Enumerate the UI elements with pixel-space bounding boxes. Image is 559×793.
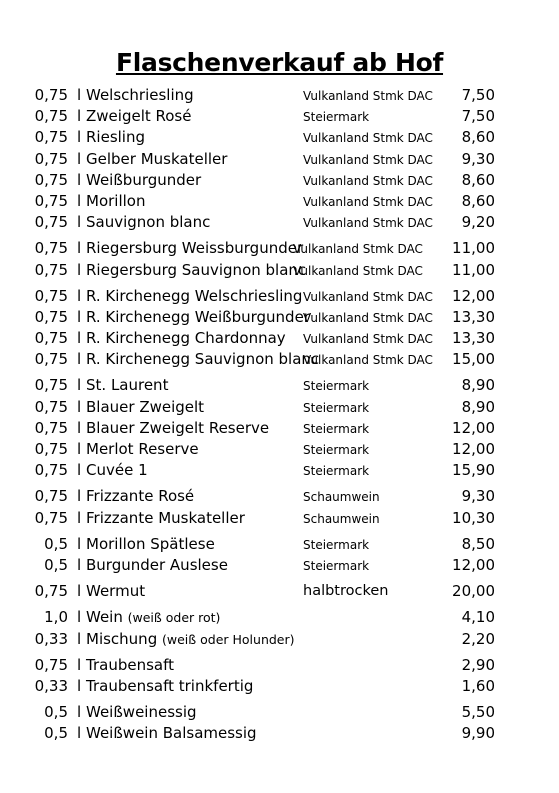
region-label: Vulkanland Stmk DAC: [303, 131, 433, 146]
region-label: Steiermark: [303, 379, 370, 394]
region-label: Schaumwein: [303, 490, 380, 505]
product-name: [86, 307, 310, 328]
unit: l: [77, 239, 82, 258]
price: 9,30: [461, 487, 495, 506]
product-row: [0, 723, 559, 744]
unit: l: [77, 555, 82, 574]
product-group: [0, 581, 559, 602]
price: 8,90: [461, 376, 495, 395]
product-name-text: Riegersburg Weissburgunder: [86, 239, 304, 258]
quantity: 0,5: [44, 703, 68, 722]
quantity: 0,75: [34, 107, 68, 126]
price: 2,20: [461, 629, 495, 648]
quantity: 0,75: [34, 350, 68, 369]
price: 8,60: [461, 191, 495, 210]
product-name-text: Zweigelt Rosé: [86, 107, 192, 126]
unit: l: [77, 307, 82, 326]
price: 2,90: [461, 655, 495, 674]
product-name-text: Frizzante Rosé: [86, 487, 195, 506]
quantity: 0,75: [34, 487, 68, 506]
region-label: halbtrocken: [303, 583, 389, 600]
product-row: [0, 486, 559, 507]
product-row: [0, 170, 559, 191]
region-label: Vulkanland Stmk DAC: [303, 89, 433, 103]
price: 7,50: [461, 86, 495, 104]
product-name-text: Cuvée 1: [86, 461, 148, 480]
unit: l: [77, 629, 82, 648]
product-name: [86, 106, 191, 127]
unit: l: [77, 676, 82, 695]
product-name-note: (weiß oder rot): [127, 610, 221, 626]
product-name: [86, 486, 194, 507]
price: 1,60: [461, 676, 495, 695]
price: 13,30: [452, 307, 495, 326]
product-row: [0, 629, 559, 650]
quantity: 0,75: [34, 170, 68, 189]
price: 8,90: [461, 397, 495, 416]
quantity: 0,75: [34, 191, 68, 210]
unit: l: [77, 86, 82, 104]
unit: l: [77, 286, 82, 305]
unit: l: [77, 461, 82, 480]
price: 11,00: [452, 239, 495, 258]
price: 7,50: [461, 107, 495, 126]
quantity: 0,75: [34, 239, 68, 258]
product-row: [0, 607, 559, 628]
unit: l: [77, 534, 82, 553]
product-group: [0, 486, 559, 528]
quantity: 1,0: [44, 608, 68, 627]
price: 5,50: [461, 703, 495, 722]
product-name-text: Merlot Reserve: [86, 440, 199, 458]
product-name-text: Weißweinessig: [86, 703, 197, 722]
region-label: Vulkanland Stmk DAC: [303, 289, 433, 304]
product-row: [0, 106, 559, 127]
quantity: 0,75: [34, 655, 68, 674]
unit: l: [77, 724, 82, 743]
region-label: Vulkanland Stmk DAC: [293, 242, 423, 257]
quantity: 0,75: [34, 86, 68, 104]
page-title: Flaschenverkauf ab Hof: [115, 48, 444, 77]
product-name-text: Blauer Zweigelt Reserve: [86, 418, 270, 437]
product-name-text: Blauer Zweigelt: [86, 397, 205, 416]
product-name: [86, 397, 204, 418]
quantity: 0,75: [34, 307, 68, 326]
region-label: Vulkanland Stmk DAC: [303, 310, 433, 325]
quantity: 0,75: [34, 582, 68, 601]
price: 12,00: [452, 286, 495, 305]
unit: l: [77, 128, 82, 147]
region-label: Steiermark: [303, 537, 370, 552]
product-group: [0, 655, 559, 697]
product-group: [0, 375, 559, 481]
product-group: [0, 702, 559, 744]
product-row: [0, 676, 559, 697]
product-name-text: Morillon: [86, 191, 146, 210]
product-name-text: Riegersburg Sauvignon blanc: [86, 260, 307, 279]
product-name: [86, 191, 145, 212]
unit: l: [77, 703, 82, 722]
product-name-text: Wermut: [86, 582, 146, 601]
unit: l: [77, 260, 82, 279]
region-label: Vulkanland Stmk DAC: [303, 353, 433, 368]
region-label: Steiermark: [303, 421, 370, 436]
quantity: 0,5: [44, 724, 68, 743]
price: 12,00: [452, 418, 495, 437]
product-row: [0, 260, 559, 281]
product-name: [86, 328, 286, 349]
product-name: [86, 629, 295, 650]
product-row: [0, 508, 559, 529]
product-name: [86, 508, 245, 529]
unit: l: [77, 582, 82, 601]
unit: l: [77, 397, 82, 416]
product-name-text: R. Kirchenegg Sauvignon blanc: [86, 350, 320, 369]
product-name-text: Weißwein Balsamessig: [86, 724, 257, 743]
price: 9,30: [461, 149, 495, 168]
price: 9,20: [461, 213, 495, 232]
product-row: [0, 655, 559, 676]
region-label: Vulkanland Stmk DAC: [303, 194, 433, 209]
product-group: [0, 607, 559, 649]
product-name-text: Mischung: [86, 629, 158, 648]
product-name: [86, 676, 253, 697]
quantity: 0,5: [44, 534, 68, 553]
product-name-text: Morillon Spätlese: [86, 534, 215, 553]
product-group: [0, 286, 559, 371]
product-row: [0, 85, 559, 106]
region-label: Vulkanland Stmk DAC: [303, 173, 433, 188]
region-label: Steiermark: [303, 558, 370, 573]
quantity: 0,75: [34, 508, 68, 527]
product-row: [0, 439, 559, 460]
region-label: Vulkanland Stmk DAC: [303, 152, 433, 167]
quantity: 0,33: [34, 629, 68, 648]
product-name: [86, 85, 194, 106]
product-name-text: Sauvignon blanc: [86, 213, 211, 232]
quantity: 0,75: [34, 286, 68, 305]
product-name: [86, 534, 215, 555]
product-row: [0, 212, 559, 233]
region-label: Vulkanland Stmk DAC: [303, 332, 433, 347]
unit: l: [77, 329, 82, 348]
price: 12,00: [452, 440, 495, 458]
region-label: Schaumwein: [303, 511, 380, 526]
product-name: [86, 212, 210, 233]
quantity: 0,75: [34, 418, 68, 437]
product-name: [86, 260, 306, 281]
product-name-text: Riesling: [86, 128, 145, 147]
product-name: [86, 349, 319, 370]
unit: l: [77, 213, 82, 232]
product-name: [86, 723, 257, 744]
product-name-text: R. Kirchenegg Chardonnay: [86, 329, 286, 348]
product-name-text: Frizzante Muskateller: [86, 508, 245, 527]
product-group: [0, 238, 559, 280]
price: 8,60: [461, 128, 495, 147]
product-row: [0, 555, 559, 576]
product-row: [0, 307, 559, 328]
price: 10,30: [452, 508, 495, 527]
price: 9,90: [461, 724, 495, 743]
quantity: 0,75: [34, 440, 68, 458]
product-row: [0, 149, 559, 170]
product-name: [86, 375, 168, 396]
product-row: [0, 702, 559, 723]
product-name: [86, 170, 201, 191]
product-name: [86, 238, 303, 259]
product-group: [0, 534, 559, 576]
unit: l: [77, 376, 82, 395]
product-name-text: Weißburgunder: [86, 170, 202, 189]
product-name-text: Welschriesling: [86, 86, 194, 104]
price: 11,00: [452, 260, 495, 279]
unit: l: [77, 107, 82, 126]
product-row: [0, 238, 559, 259]
price: 13,30: [452, 329, 495, 348]
product-name-text: R. Kirchenegg Weißburgunder: [86, 307, 310, 326]
quantity: 0,75: [34, 376, 68, 395]
unit: l: [77, 440, 82, 458]
region-label: Steiermark: [303, 110, 370, 125]
unit: l: [77, 655, 82, 674]
unit: l: [77, 170, 82, 189]
price: 8,50: [461, 534, 495, 553]
product-name: [86, 149, 227, 170]
price-list: [0, 85, 559, 749]
product-row: [0, 127, 559, 148]
product-name: [86, 702, 197, 723]
price: 15,00: [452, 350, 495, 369]
product-group: [0, 85, 559, 233]
product-name: [86, 439, 199, 460]
unit: l: [77, 149, 82, 168]
unit: l: [77, 191, 82, 210]
unit: l: [77, 508, 82, 527]
quantity: 0,33: [34, 676, 68, 695]
quantity: 0,75: [34, 260, 68, 279]
product-row: [0, 418, 559, 439]
product-name: [86, 607, 220, 628]
product-row: [0, 460, 559, 481]
product-name-text: Wein: [86, 608, 123, 627]
product-name-text: Traubensaft: [86, 655, 174, 674]
product-name-text: R. Kirchenegg Welschriesling: [86, 286, 303, 305]
product-name: [86, 555, 228, 576]
product-name-text: Burgunder Auslese: [86, 555, 228, 574]
price: 20,00: [452, 582, 495, 601]
unit: l: [77, 350, 82, 369]
product-name-text: Traubensaft trinkfertig: [86, 676, 254, 695]
product-row: [0, 581, 559, 602]
region-label: Vulkanland Stmk DAC: [293, 263, 423, 278]
unit: l: [77, 487, 82, 506]
product-name: [86, 418, 269, 439]
product-name: [86, 460, 148, 481]
product-name-note: (weiß oder Holunder): [162, 631, 295, 647]
product-row: [0, 375, 559, 396]
region-label: Steiermark: [303, 443, 370, 457]
quantity: 0,75: [34, 329, 68, 348]
product-row: [0, 191, 559, 212]
product-name: [86, 127, 145, 148]
product-row: [0, 349, 559, 370]
product-name-text: St. Laurent: [86, 376, 169, 395]
product-row: [0, 328, 559, 349]
product-row: [0, 534, 559, 555]
quantity: 0,75: [34, 149, 68, 168]
price: 15,90: [452, 461, 495, 480]
product-name-text: Gelber Muskateller: [86, 149, 228, 168]
price: 4,10: [461, 608, 495, 627]
region-label: Vulkanland Stmk DAC: [303, 216, 433, 231]
quantity: 0,75: [34, 461, 68, 480]
region-label: Steiermark: [303, 400, 370, 415]
product-name: [86, 581, 145, 602]
quantity: 0,75: [34, 213, 68, 232]
price: 8,60: [461, 170, 495, 189]
product-name: [86, 655, 174, 676]
price: 12,00: [452, 555, 495, 574]
product-name: [86, 286, 302, 307]
region-label: Steiermark: [303, 464, 370, 479]
product-row: [0, 286, 559, 307]
product-row: [0, 397, 559, 418]
quantity: 0,75: [34, 397, 68, 416]
unit: l: [77, 418, 82, 437]
quantity: 0,75: [34, 128, 68, 147]
unit: l: [77, 608, 82, 627]
quantity: 0,5: [44, 555, 68, 574]
